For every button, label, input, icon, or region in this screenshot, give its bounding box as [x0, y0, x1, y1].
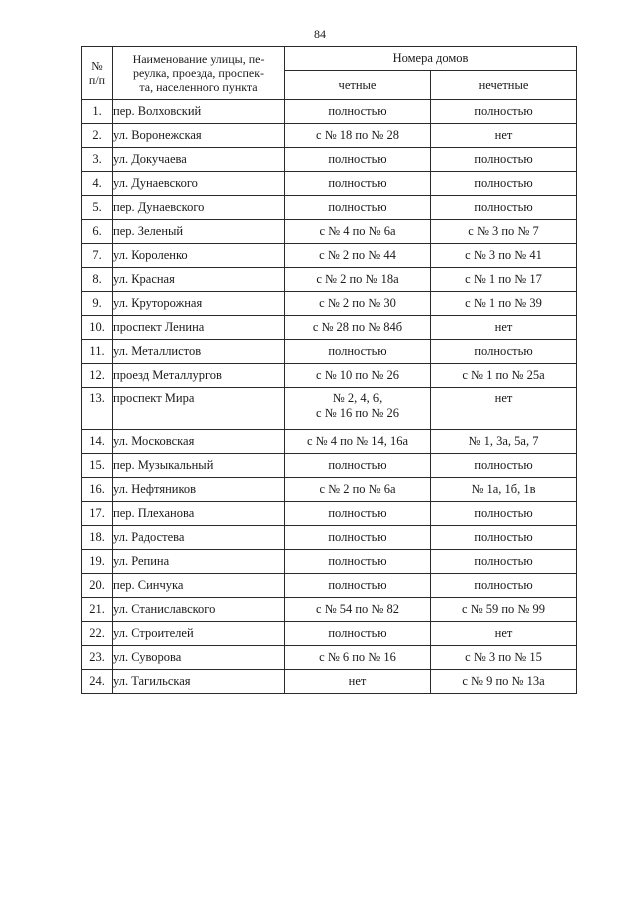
row-number: 8. — [82, 268, 113, 292]
street-name: проспект Ленина — [113, 316, 285, 340]
odd-numbers: нет — [431, 316, 577, 340]
even-numbers: с № 10 по № 26 — [285, 364, 431, 388]
header-name: Наименование улицы, пе- реулка, проезда, проспек- та, населенного пункта — [113, 47, 285, 100]
odd-numbers: нет — [431, 388, 577, 430]
table-row — [82, 388, 577, 430]
header-odd: нечетные — [431, 71, 577, 100]
table-row — [82, 316, 577, 340]
street-name: ул. Нефтяников — [113, 478, 285, 502]
row-number: 5. — [82, 196, 113, 220]
row-number: 9. — [82, 292, 113, 316]
header-num: № п/п — [82, 47, 113, 100]
even-numbers: с № 4 по № 6а — [285, 220, 431, 244]
even-numbers: полностью — [285, 340, 431, 364]
row-number: 23. — [82, 646, 113, 670]
even-numbers: полностью — [285, 526, 431, 550]
table-row — [82, 598, 577, 622]
street-name: ул. Московская — [113, 430, 285, 454]
street-name: пер. Зеленый — [113, 220, 285, 244]
even-numbers: № 2, 4, 6, с № 16 по № 26 — [285, 388, 431, 430]
odd-numbers: нет — [431, 124, 577, 148]
row-number: 13. — [82, 388, 113, 430]
odd-numbers: с № 3 по № 41 — [431, 244, 577, 268]
odd-numbers: с № 9 по № 13а — [431, 670, 577, 694]
even-numbers: с № 18 по № 28 — [285, 124, 431, 148]
odd-numbers: полностью — [431, 550, 577, 574]
odd-numbers: с № 1 по № 17 — [431, 268, 577, 292]
street-name: ул. Круторожная — [113, 292, 285, 316]
even-numbers: полностью — [285, 172, 431, 196]
table-row — [82, 268, 577, 292]
even-numbers: полностью — [285, 100, 431, 124]
street-name: ул. Суворова — [113, 646, 285, 670]
row-number: 16. — [82, 478, 113, 502]
odd-numbers: полностью — [431, 196, 577, 220]
even-numbers: с № 28 по № 84б — [285, 316, 431, 340]
odd-numbers: полностью — [431, 340, 577, 364]
even-numbers: с № 6 по № 16 — [285, 646, 431, 670]
odd-numbers: нет — [431, 622, 577, 646]
even-numbers: полностью — [285, 148, 431, 172]
even-numbers: полностью — [285, 502, 431, 526]
even-numbers: с № 2 по № 44 — [285, 244, 431, 268]
even-numbers: полностью — [285, 454, 431, 478]
street-name: пер. Музыкальный — [113, 454, 285, 478]
even-numbers: с № 4 по № 14, 16а — [285, 430, 431, 454]
odd-numbers: с № 1 по № 25а — [431, 364, 577, 388]
page-number: 84 — [314, 27, 326, 41]
even-numbers: полностью — [285, 622, 431, 646]
table-row — [82, 502, 577, 526]
row-number: 6. — [82, 220, 113, 244]
odd-numbers: полностью — [431, 502, 577, 526]
table-row — [82, 148, 577, 172]
street-name: ул. Докучаева — [113, 148, 285, 172]
even-numbers: с № 2 по № 30 — [285, 292, 431, 316]
street-name: ул. Красная — [113, 268, 285, 292]
street-name: ул. Радостева — [113, 526, 285, 550]
even-numbers: полностью — [285, 550, 431, 574]
street-name: ул. Воронежская — [113, 124, 285, 148]
even-numbers: с № 54 по № 82 — [285, 598, 431, 622]
odd-numbers: № 1, 3а, 5а, 7 — [431, 430, 577, 454]
odd-numbers: полностью — [431, 526, 577, 550]
even-numbers: нет — [285, 670, 431, 694]
table-row — [82, 670, 577, 694]
street-name: ул. Дунаевского — [113, 172, 285, 196]
row-number: 22. — [82, 622, 113, 646]
row-number: 17. — [82, 502, 113, 526]
row-number: 24. — [82, 670, 113, 694]
street-name: ул. Станиславского — [113, 598, 285, 622]
even-numbers: полностью — [285, 574, 431, 598]
table-row — [82, 172, 577, 196]
odd-numbers: полностью — [431, 172, 577, 196]
table-header — [82, 47, 577, 100]
streets-table — [81, 46, 577, 694]
row-number: 2. — [82, 124, 113, 148]
table-row — [82, 220, 577, 244]
even-numbers: полностью — [285, 196, 431, 220]
row-number: 11. — [82, 340, 113, 364]
street-name: ул. Короленко — [113, 244, 285, 268]
odd-numbers: с № 3 по № 15 — [431, 646, 577, 670]
odd-numbers: с № 3 по № 7 — [431, 220, 577, 244]
odd-numbers: с № 59 по № 99 — [431, 598, 577, 622]
row-number: 19. — [82, 550, 113, 574]
street-name: проезд Металлургов — [113, 364, 285, 388]
row-number: 12. — [82, 364, 113, 388]
table-row — [82, 100, 577, 124]
table-row — [82, 124, 577, 148]
row-number: 21. — [82, 598, 113, 622]
row-number: 20. — [82, 574, 113, 598]
street-name: ул. Строителей — [113, 622, 285, 646]
even-numbers: с № 2 по № 18а — [285, 268, 431, 292]
table-row — [82, 646, 577, 670]
header-house-numbers: Номера домов — [285, 47, 577, 71]
street-name: проспект Мира — [113, 388, 285, 430]
street-name: ул. Тагильская — [113, 670, 285, 694]
row-number: 10. — [82, 316, 113, 340]
odd-numbers: полностью — [431, 454, 577, 478]
row-number: 14. — [82, 430, 113, 454]
table-row — [82, 550, 577, 574]
table-row — [82, 364, 577, 388]
street-name: пер. Плеханова — [113, 502, 285, 526]
street-name: ул. Репина — [113, 550, 285, 574]
street-name: пер. Волховский — [113, 100, 285, 124]
row-number: 1. — [82, 100, 113, 124]
row-number: 7. — [82, 244, 113, 268]
street-name: пер. Дунаевского — [113, 196, 285, 220]
odd-numbers: полностью — [431, 148, 577, 172]
street-name: пер. Синчука — [113, 574, 285, 598]
table-row — [82, 196, 577, 220]
odd-numbers: с № 1 по № 39 — [431, 292, 577, 316]
table-row — [82, 622, 577, 646]
table-row — [82, 244, 577, 268]
table-row — [82, 478, 577, 502]
row-number: 18. — [82, 526, 113, 550]
odd-numbers: полностью — [431, 100, 577, 124]
odd-numbers: полностью — [431, 574, 577, 598]
row-number: 4. — [82, 172, 113, 196]
table-row — [82, 574, 577, 598]
header-even: четные — [285, 71, 431, 100]
table-row — [82, 340, 577, 364]
row-number: 15. — [82, 454, 113, 478]
even-numbers: с № 2 по № 6а — [285, 478, 431, 502]
table-row — [82, 292, 577, 316]
table-row — [82, 526, 577, 550]
table-row — [82, 430, 577, 454]
street-name: ул. Металлистов — [113, 340, 285, 364]
table-row — [82, 454, 577, 478]
odd-numbers: № 1а, 1б, 1в — [431, 478, 577, 502]
table-body — [82, 100, 577, 694]
row-number: 3. — [82, 148, 113, 172]
